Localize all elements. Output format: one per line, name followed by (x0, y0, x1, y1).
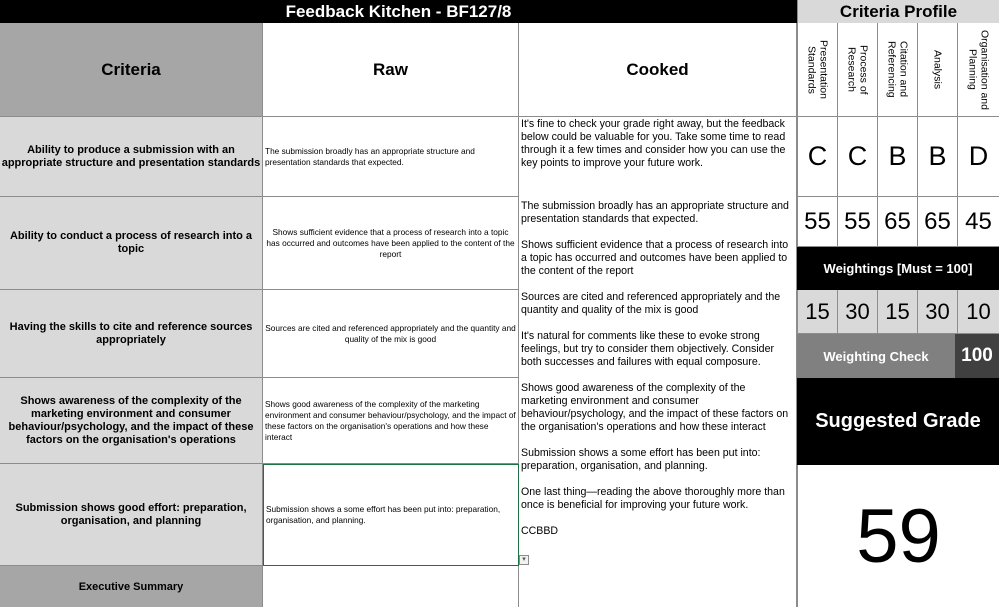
cooked-paragraph-research: Shows sufficient evidence that a process of research into a topic has occurred and outcomes have been applied to the content of the report (521, 239, 789, 277)
cooked-paragraph-citation: Sources are cited and referenced appropriately and the quantity and quality of the mix is good (521, 291, 781, 316)
profile-col-analysis[interactable]: Analysis (917, 23, 957, 117)
cooked-paragraph-composure: It's natural for comments like these to evoke strong feelings, but try to consider them objectively. Consider both successes and failures with equal composure. (521, 330, 774, 368)
score-research[interactable]: 55 (837, 197, 877, 247)
criteria-cell-4[interactable]: Shows awareness of the complexity of the marketing environment and consumer behaviour/psychology, and the impact of these factors on the organisation's operations (0, 378, 263, 464)
score-presentation[interactable]: 55 (797, 197, 837, 247)
cooked-header[interactable]: Cooked (519, 23, 797, 117)
raw-header[interactable]: Raw (263, 23, 519, 117)
suggested-grade-value[interactable]: 59 (797, 465, 999, 607)
criteria-header[interactable]: Criteria (0, 23, 263, 117)
weightings-banner: Weightings [Must = 100] (797, 247, 999, 290)
profile-col-presentation[interactable]: Presentation Standards (797, 23, 837, 117)
cooked-paragraph-closing: One last thing—reading the above thoroughly more than once is beneficial for improving your future work. (521, 486, 785, 511)
score-analysis[interactable]: 65 (917, 197, 957, 247)
cooked-paragraph-analysis: Shows good awareness of the complexity of the marketing environment and consumer behaviour/psychology, and the impact of these factors on the organisation's operations and how these interact (521, 382, 789, 433)
grade-analysis[interactable]: B (917, 117, 957, 197)
executive-summary-raw-cell[interactable] (263, 566, 519, 607)
cooked-feedback-cell[interactable] (519, 117, 797, 607)
executive-summary-label[interactable]: Executive Summary (0, 566, 263, 607)
weight-research[interactable]: 30 (837, 290, 877, 334)
criteria-cell-2[interactable]: Ability to conduct a process of research into a topic (0, 197, 263, 290)
raw-cell-3[interactable]: Sources are cited and referenced appropriately and the quantity and quality of the mix is good (263, 290, 519, 378)
cooked-paragraph-intro: It's fine to check your grade right away, but the feedback below could be valuable for you. Take some time to read through it a few times and consider how you can use the key points to improve your future work. (521, 118, 786, 169)
weighting-check-value[interactable]: 100 (955, 334, 999, 378)
cooked-paragraph-structure: The submission broadly has an appropriate structure and presentation standards that expected. (521, 200, 789, 225)
profile-col-organisation[interactable]: Organisation and Planning (957, 23, 999, 117)
weighting-check-label: Weighting Check (797, 334, 955, 378)
score-citation[interactable]: 65 (877, 197, 917, 247)
weight-citation[interactable]: 15 (877, 290, 917, 334)
profile-col-research[interactable]: Process of Research (837, 23, 877, 117)
profile-col-citation[interactable]: Citation and Referencing (877, 23, 917, 117)
criteria-cell-1[interactable]: Ability to produce a submission with an appropriate structure and presentation standards (0, 117, 263, 197)
raw-cell-4[interactable]: Shows good awareness of the complexity of the marketing environment and consumer behaviour/psychology, and the impact of these factors on the organisation's operations and how these interact (263, 378, 519, 464)
grade-research[interactable]: C (837, 117, 877, 197)
cooked-grade-code: CCBBD (521, 525, 559, 537)
criteria-cell-3[interactable]: Having the skills to cite and reference sources appropriately (0, 290, 263, 378)
grade-organisation[interactable]: D (957, 117, 999, 197)
score-organisation[interactable]: 45 (957, 197, 999, 247)
raw-cell-1[interactable]: The submission broadly has an appropriate structure and presentation standards that expected. (263, 117, 519, 197)
grade-citation[interactable]: B (877, 117, 917, 197)
sheet-title: Feedback Kitchen - BF127/8 (0, 0, 797, 23)
weight-organisation[interactable]: 10 (957, 290, 999, 334)
weight-presentation[interactable]: 15 (797, 290, 837, 334)
cooked-paragraph-effort: Submission shows a some effort has been put into: preparation, organisation, and planning. (521, 447, 761, 472)
weight-analysis[interactable]: 30 (917, 290, 957, 334)
raw-cell-5-selected[interactable]: Submission shows a some effort has been put into: preparation, organisation, and planning. (263, 464, 519, 566)
criteria-profile-title: Criteria Profile (797, 0, 999, 23)
dropdown-arrow-icon[interactable]: ▾ (519, 555, 529, 565)
raw-cell-2[interactable]: Shows sufficient evidence that a process of research into a topic has occurred and outcomes have been applied to the content of the report (263, 197, 519, 290)
grade-presentation[interactable]: C (797, 117, 837, 197)
suggested-grade-label: Suggested Grade (797, 378, 999, 465)
criteria-cell-5[interactable]: Submission shows good effort: preparation, organisation, and planning (0, 464, 263, 566)
